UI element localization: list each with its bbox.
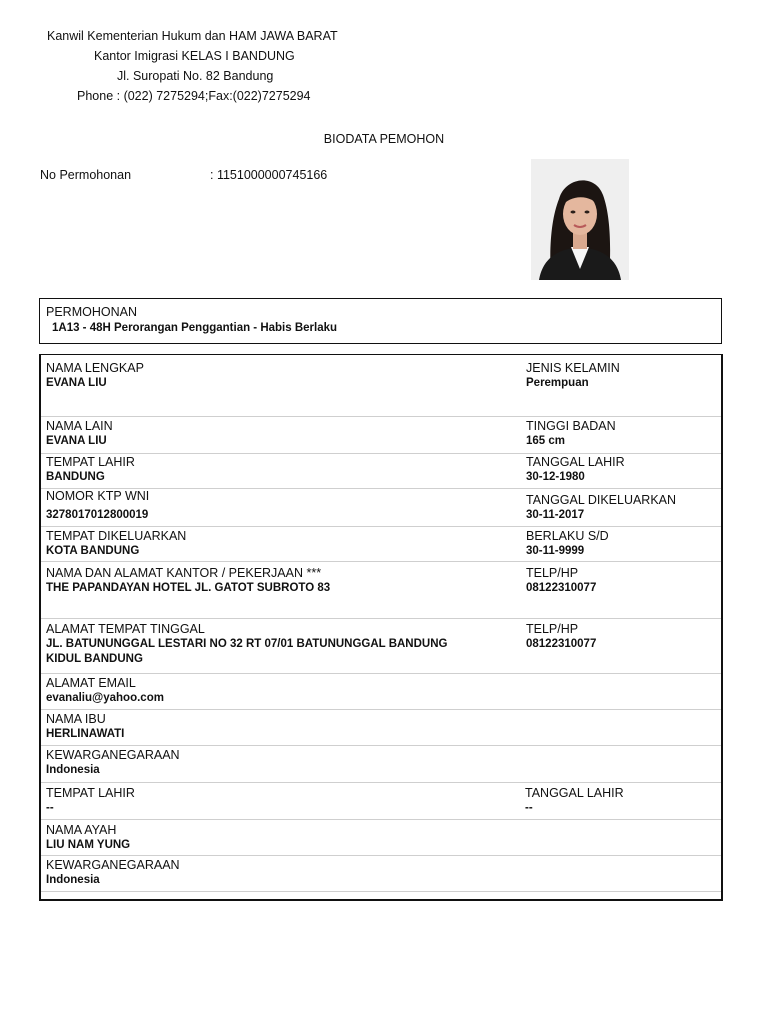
mother-birth-place-label: TEMPAT LAHIR [46, 786, 135, 800]
home-address-line-1: JL. BATUNUNGGAL LESTARI NO 32 RT 07/01 BATUNUNGGAL BANDUNG [46, 638, 448, 650]
mother-birth-date-label: TANGGAL LAHIR [525, 786, 624, 800]
table-row [41, 417, 721, 454]
table-row [41, 619, 721, 674]
table-row [41, 527, 721, 562]
mother-name: HERLINAWATI [46, 728, 125, 740]
issue-place-label: TEMPAT DIKELUARKAN [46, 529, 187, 543]
office-line-1: Kanwil Kementerian Hukum dan HAM JAWA BARAT [47, 29, 338, 43]
email: evanaliu@yahoo.com [46, 692, 164, 704]
mother-name-label: NAMA IBU [46, 712, 106, 726]
table-row [41, 355, 721, 417]
valid-until-label: BERLAKU S/D [526, 529, 609, 543]
father-name: LIU NAM YUNG [46, 839, 131, 851]
gender-label: JENIS KELAMIN [526, 361, 620, 375]
birth-place: BANDUNG [46, 471, 105, 483]
home-phone-value: 08122310077 [526, 638, 597, 650]
application-type: 1A13 - 48H Perorangan Penggantian - Habis Berlaku [52, 322, 338, 334]
application-type-box [39, 298, 722, 344]
full-name: EVANA LIU [46, 377, 107, 389]
table-row [41, 746, 721, 783]
ktp-number-label: NOMOR KTP WNI [46, 489, 150, 503]
office-label: NAMA DAN ALAMAT KANTOR / PEKERJAAN *** [46, 566, 322, 580]
application-number-label: No Permohonan [40, 168, 132, 182]
table-row [41, 783, 721, 820]
email-label: ALAMAT EMAIL [46, 676, 136, 690]
home-address-label: ALAMAT TEMPAT TINGGAL [46, 622, 205, 636]
application-type-label: PERMOHONAN [46, 305, 137, 319]
office-address-value: THE PAPANDAYAN HOTEL JL. GATOT SUBROTO 83 [46, 582, 331, 594]
office-line-2: Kantor Imigrasi KELAS I BANDUNG [94, 49, 295, 63]
table-row [41, 562, 721, 619]
office-phone: Phone : (022) 7275294;Fax:(022)7275294 [77, 89, 311, 103]
office-address: Jl. Suropati No. 82 Bandung [117, 69, 274, 83]
height: 165 cm [526, 435, 566, 447]
father-citizenship-label: KEWARGANEGARAAN [46, 858, 180, 872]
table-row [41, 820, 721, 856]
office-phone-label: TELP/HP [526, 566, 579, 580]
full-name-label: NAMA LENGKAP [46, 361, 144, 375]
father-citizenship: Indonesia [46, 874, 100, 886]
valid-until: 30-11-9999 [526, 545, 585, 557]
father-name-label: NAMA AYAH [46, 823, 117, 837]
other-name: EVANA LIU [46, 435, 107, 447]
table-row [41, 454, 721, 489]
issue-date-label: TANGGAL DIKELUARKAN [526, 493, 677, 507]
mother-citizenship: Indonesia [46, 764, 100, 776]
application-number: : 1151000000745166 [210, 168, 328, 182]
birth-place-label: TEMPAT LAHIR [46, 455, 135, 469]
table-row [41, 674, 721, 710]
mother-birth-date: -- [525, 802, 533, 814]
issue-place: KOTA BANDUNG [46, 545, 140, 557]
document-title: BIODATA PEMOHON [323, 132, 445, 146]
issue-date: 30-11-2017 [526, 509, 585, 521]
gender: Perempuan [526, 377, 589, 389]
office-phone-value: 08122310077 [526, 582, 597, 594]
ktp-number: 3278017012800019 [46, 509, 149, 521]
table-row [41, 489, 721, 527]
applicant-photo [531, 159, 629, 280]
birth-date-label: TANGGAL LAHIR [526, 455, 625, 469]
height-label: TINGGI BADAN [526, 419, 616, 433]
mother-birth-place: -- [46, 802, 54, 814]
table-row [41, 856, 721, 892]
table-row [41, 710, 721, 746]
portrait-icon [531, 159, 629, 280]
mother-citizenship-label: KEWARGANEGARAAN [46, 748, 180, 762]
home-phone-label: TELP/HP [526, 622, 579, 636]
other-name-label: NAMA LAIN [46, 419, 113, 433]
home-address-line-2: KIDUL BANDUNG [46, 653, 143, 665]
biodata-table [39, 354, 723, 901]
birth-date: 30-12-1980 [526, 471, 585, 483]
